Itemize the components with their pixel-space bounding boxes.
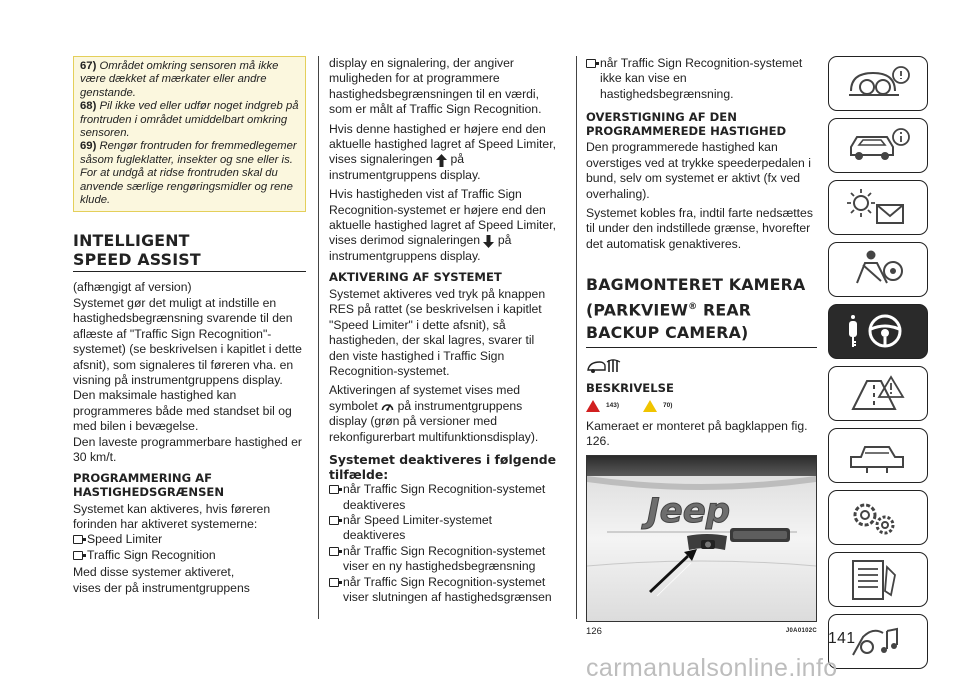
list-item: når Traffic Sign Recognition-systemet viser en ny hastighedsbegrænsning	[329, 544, 557, 575]
col2-paragraph-2: Hvis denne hastighed er højere end den aktuelle hastighed lagret af Speed Limiter, vises signaleringen på instrumentgruppens display.	[329, 121, 556, 182]
tab-index-spacer	[828, 558, 928, 613]
activation-paragraph-2: Aktiveringen af systemet vises med symbolet på instrumentgruppens display (grøn på versioner med rekonfigurerbart multifunktionsdisplay).	[329, 383, 539, 444]
isa-paragraph-1: Systemet gør det muligt at indstille en hastighedsbegrænsning svarende til den aflæste af "Traffic Sign Recognition"-systemet) (se beskrivelsen i kapitlet i dette afsnit), som signaleres til føreren vha. en visning på instrumentgruppens display.	[73, 295, 302, 387]
watermark: carmanualsonline.info	[586, 654, 838, 682]
lights-icon	[843, 185, 913, 231]
list-item: når Traffic Sign Recognition-systemet deaktiveres	[329, 482, 557, 513]
overspeed-paragraph-2: Systemet kobles fra, indtil farte nedsættes til under den indstillede grænse, hvorefter det automatisk genaktiveres.	[586, 206, 813, 251]
list-item: når Traffic Sign Recognition-systemet viser slutningen af hastighedsgrænsen	[329, 575, 557, 606]
list-item: Traffic Sign Recognition	[73, 548, 306, 563]
car-icon	[843, 123, 913, 169]
tab-warnings[interactable]	[828, 366, 928, 421]
programming-paragraph-1: Systemet kan aktiveres, hvis føreren forinden har aktiveret systemerne:	[73, 501, 271, 531]
bullet-icon	[73, 551, 83, 560]
deactivation-title: Systemet deaktiveres i følgende tilfælde:	[329, 451, 557, 482]
isa-title: INTELLIGENT SPEED ASSIST	[73, 231, 201, 270]
column-divider	[576, 56, 577, 619]
activation-title: AKTIVERING AF SYSTEMET	[329, 270, 502, 285]
list-item: når Traffic Sign Recognition-systemet ikke kan vise en hastighedsbegrænsning.	[586, 56, 817, 102]
isa-title-rule	[73, 271, 306, 272]
figure-126	[586, 455, 817, 622]
bullet-icon	[329, 485, 339, 494]
tab-lights[interactable]	[828, 180, 928, 235]
isa-paragraph-3: Den laveste programmerbare hastighed er 30 km/t.	[73, 434, 302, 464]
warning-triangle-red-icon	[586, 400, 600, 412]
wrench-icon	[843, 433, 913, 479]
list-item: når Speed Limiter-systemet deaktiveres	[329, 513, 557, 544]
steering-key-icon	[843, 309, 913, 355]
column-2	[329, 56, 557, 605]
programming-paragraph-2: Med disse systemer aktiveret, vises der på instrumentgruppens	[73, 565, 250, 595]
note-69: 69) Rengør frontruden for fremmedlegemer såsom fugleklatter, insekter og sne eller is. For at undgå at ridse frontruden skal du anvende særlige rengøringsmidler og rene klude.	[80, 140, 297, 207]
rear-camera-photo	[587, 456, 816, 621]
caution-triangle-yellow-icon	[643, 400, 657, 412]
warning-ref-1: 143)	[606, 402, 620, 410]
tab-safety[interactable]	[828, 242, 928, 297]
bullet-icon	[329, 516, 339, 525]
parking-camera-icon	[586, 356, 622, 374]
bullet-icon	[586, 59, 596, 68]
overspeed-title: OVERSTIGNING AF DEN PROGRAMMEREDE HASTIGHED	[586, 110, 787, 138]
activation-paragraph-1: Systemet aktiveres ved tryk på knappen RES på rattet (se beskrivelsen i kapitlet "Speed Limiter" i dette afsnit), så hastigheden, der skal lagres, svarer til den viste hastighed i Traffic Sign Recognition-systemet.	[329, 286, 546, 378]
arrow-down-icon	[483, 235, 494, 248]
list-item: Speed Limiter	[73, 532, 306, 547]
isa-paragraph-2: Den maksimale hastighed kan programmeres både med standset bil og med bilen i bevægelse.	[73, 388, 292, 434]
safety-icon	[843, 247, 913, 293]
column-divider	[318, 56, 319, 619]
note-68: 68) Pil ikke ved eller udfør noget indgreb på frontruden i området umiddelbart omkring sensoren.	[80, 100, 299, 140]
note-67: 67) Området omkring sensoren må ikke være dækket af mærkater eller andre genstande.	[80, 60, 279, 99]
programming-title: PROGRAMMERING AF HASTIGHEDSGRÆNSEN	[73, 471, 225, 499]
dashboard-icon	[843, 61, 913, 107]
gears-icon	[843, 495, 913, 541]
speedometer-icon	[381, 400, 394, 413]
bullet-icon	[329, 578, 339, 587]
description-title: BESKRIVELSE	[586, 380, 674, 395]
tab-starting-driving[interactable]	[828, 304, 928, 359]
tab-car[interactable]	[828, 118, 928, 173]
bullet-icon	[329, 547, 339, 556]
arrow-up-icon	[436, 154, 447, 167]
warning-ref-2: 70)	[663, 402, 673, 410]
tab-technical-data[interactable]	[828, 490, 928, 545]
figure-caption	[586, 624, 817, 639]
bullet-icon	[73, 535, 83, 544]
column-3	[586, 56, 817, 640]
page-number: 141	[828, 630, 856, 647]
warning-road-icon	[843, 371, 913, 417]
tab-dashboard[interactable]	[828, 56, 928, 111]
overspeed-paragraph-1: Den programmerede hastighed kan overstiges ved at trykke speederpedalen i bund, selv om systemet er aktivt (fx ved overhaling).	[586, 140, 811, 201]
warning-row	[586, 398, 817, 413]
figure-number: 126	[586, 626, 602, 638]
col2-paragraph-3: Hvis hastigheden vist af Traffic Sign Recognition-systemet er højere end den aktuelle hastighed lagret af Speed Limiter, vises derimod signaleringen på instrumentgruppens display.	[329, 187, 556, 263]
isa-version: (afhængigt af version)	[73, 280, 192, 295]
column-1	[73, 56, 306, 596]
jeep-logo: Jeep	[647, 491, 731, 532]
tab-maintenance[interactable]	[828, 428, 928, 483]
camera-title: BAGMONTERET KAMERA (PARKVIEW® REAR BACKUP CAMERA)	[586, 274, 817, 347]
figure-code: J0A0102C	[785, 628, 817, 635]
col2-paragraph-1: display en signalering, der angiver muligheden for at programmere hastighedsbegrænsningen til en værdi, som er målt af Traffic Sign Recognition.	[329, 56, 542, 117]
notes-box	[73, 56, 306, 212]
camera-paragraph-1: Kameraet er monteret på bagklappen fig. 126.	[586, 418, 808, 448]
